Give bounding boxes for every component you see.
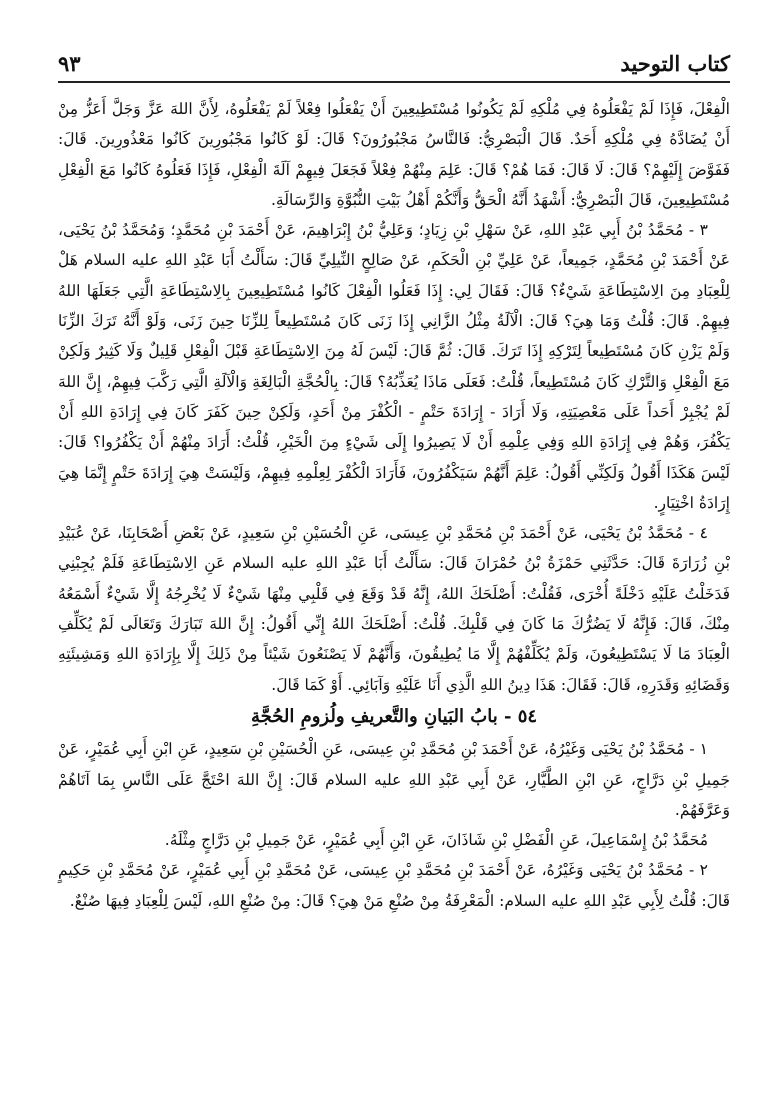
hadith-3: ٣ - مُحَمَّدُ بْنُ أَبِي عَبْدِ اللهِ، عَنْ سَهْلِ بْنِ زِيَادٍ؛ وَعَلِيُّ بْنُ إِبْرَاهِيمَ، عَنْ أَحْمَدَ بْنِ مُحَمَّدٍ؛ وَمُحَمَّدُ بْنُ يَحْيَى، عَنْ أَحْمَدَ بْنِ مُحَمَّدٍ، جَمِيعاً، عَنْ عَلِيِّ بْنِ الْحَكَمِ، عَنْ صَالِحٍ النِّيلِيِّ قَالَ: سَأَلْتُ أَبَا عَبْدِ اللهِ عليه السلام هَلْ لِلْعِبَادِ مِنَ الِاسْتِطَاعَةِ شَيْءٌ؟ قَالَ: فَقَالَ لِي: إِذَا فَعَلُوا الْفِعْلَ كَانُوا مُسْتَطِيعِينَ بِالِاسْتِطَاعَةِ الَّتِي جَعَلَهَا اللهُ فِيهِمْ. قَالَ: قُلْتُ وَمَا هِيَ؟ قَالَ: الْآلَةُ مِثْلُ الزَّانِي إِذَا زَنَى كَانَ مُسْتَطِيعاً لِلزِّنَا حِينَ زَنَى، وَلَوْ أَنَّهُ تَرَكَ الزِّنَا وَلَمْ يَزْنِ كَانَ مُسْتَطِيعاً لِتَرْكِهِ إِذَا تَرَكَ. قَالَ: ثُمَّ قَالَ: لَيْسَ لَهُ مِنَ الِاسْتِطَاعَةِ قَبْلَ الْفِعْلِ قَلِيلٌ وَلَا كَثِيرٌ وَلَكِنْ مَعَ الْفِعْلِ وَالتَّرْكِ كَانَ مُسْتَطِيعاً، قُلْتُ: فَعَلَى مَاذَا يُعَذِّبُهُ؟ قَالَ: بِالْحُجَّةِ الْبَالِغَةِ وَالْآلَةِ الَّتِي رَكَّبَ فِيهِمْ، إِنَّ اللهَ لَمْ يُجْبِرْ أَحَداً عَلَى مَعْصِيَتِهِ، وَلَا أَرَادَ - إِرَادَةَ حَتْمٍ - الْكُفْرَ مِنْ أَحَدٍ، وَلَكِنْ حِينَ كَفَرَ كَانَ فِي إِرَادَةِ اللهِ أَنْ يَكْفُرَ، وَهُمْ فِي إِرَادَةِ اللهِ وَفِي عِلْمِهِ أَنْ لَا يَصِيرُوا إِلَى شَيْءٍ مِنَ الْخَيْرِ، قُلْتُ: أَرَادَ مِنْهُمْ أَنْ يَكْفُرُوا؟ قَالَ: لَيْسَ هَكَذَا أَقُولُ وَلَكِنِّي أَقُولُ: عَلِمَ أَنَّهُمْ سَيَكْفُرُونَ، فَأَرَادَ الْكُفْرَ لِعِلْمِهِ فِيهِمْ، وَلَيْسَتْ هِيَ إِرَادَةَ حَتْمٍ إِنَّمَا هِيَ إِرَادَةُ اخْتِيَارٍ. <box>58 221 730 512</box>
paragraph-continuation: الْفِعْلَ، فَإِذَا لَمْ يَفْعَلُوهُ فِي مُلْكِهِ لَمْ يَكُونُوا مُسْتَطِيعِينَ أَنْ يَفْعَلُوا فِعْلاً لَمْ يَفْعَلُوهُ، لِأَنَّ اللهَ عَزَّ وَجَلَّ أَعَزُّ مِنْ أَنْ يُضَادَّهُ فِي مُلْكِهِ أَحَدٌ. قَالَ الْبَصْرِيُّ: فَالنَّاسُ مَجْبُورُونَ؟ قَالَ: لَوْ كَانُوا مَجْبُورِينَ كَانُوا مَعْذُورِينَ. قَالَ: فَفَوَّضَ إِلَيْهِمْ؟ قَالَ: لَا قَالَ: فَمَا هُمْ؟ قَالَ: عَلِمَ مِنْهُمْ فِعْلاً فَجَعَلَ فِيهِمْ آلَةَ الْفِعْلِ، فَإِذَا فَعَلُوهُ كَانُوا مَعَ الْفِعْلِ مُسْتَطِيعِينَ، قَالَ الْبَصْرِيُّ: أَشْهَدُ أَنَّهُ الْحَقُّ وَأَنَّكُمْ أَهْلُ بَيْتِ النُّبُوَّةِ وَالرِّسَالَةِ. <box>58 100 730 209</box>
hadith-1: ١ - مُحَمَّدُ بْنُ يَحْيَى وَغَيْرُهُ، عَنْ أَحْمَدَ بْنِ مُحَمَّدِ بْنِ عِيسَى، عَنِ الْحُسَيْنِ بْنِ سَعِيدٍ، عَنِ ابْنِ أَبِي عُمَيْرٍ، عَنْ جَمِيلِ بْنِ دَرَّاجٍ، عَنِ ابْنِ الطَّيَّارِ، عَنْ أَبِي عَبْدِ اللهِ عليه السلام قَالَ: إِنَّ اللهَ احْتَجَّ عَلَى النَّاسِ بِمَا آتَاهُمْ وَعَرَّفَهُمْ. <box>58 740 730 819</box>
page-number: ٩٣ <box>58 51 81 76</box>
page-header <box>58 36 730 76</box>
book-title: كتاب التوحيد <box>620 51 730 76</box>
hadith-4: ٤ - مُحَمَّدُ بْنُ يَحْيَى، عَنْ أَحْمَدَ بْنِ مُحَمَّدِ بْنِ عِيسَى، عَنِ الْحُسَيْنِ بْنِ سَعِيدٍ، عَنْ بَعْضِ أَصْحَابِنَا، عَنْ عُبَيْدِ بْنِ زُرَارَةَ قَالَ: حَدَّثَنِي حَمْزَةُ بْنُ حُمْرَانَ قَالَ: سَأَلْتُ أَبَا عَبْدِ اللهِ عليه السلام عَنِ الِاسْتِطَاعَةِ فَلَمْ يُجِبْنِي فَدَخَلْتُ عَلَيْهِ دَخْلَةً أُخْرَى، فَقُلْتُ: أَصْلَحَكَ اللهُ، إِنَّهُ قَدْ وَقَعَ فِي قَلْبِي مِنْهَا شَيْءٌ لَا يُخْرِجُهُ إِلَّا شَيْءٌ أَسْمَعُهُ مِنْكَ، قَالَ: فَإِنَّهُ لَا يَضُرُّكَ مَا كَانَ فِي قَلْبِكَ. قُلْتُ: أَصْلَحَكَ اللهُ إِنِّي أَقُولُ: إِنَّ اللهَ تَبَارَكَ وَتَعَالَى لَمْ يُكَلِّفِ الْعِبَادَ مَا لَا يَسْتَطِيعُونَ، وَلَمْ يُكَلِّفْهُمْ إِلَّا مَا يُطِيقُونَ، وَأَنَّهُمْ لَا يَصْنَعُونَ شَيْئاً مِنْ ذَلِكَ إِلَّا بِإِرَادَةِ اللهِ وَمَشِيئَتِهِ وَقَضَائِهِ وَقَدَرِهِ، قَالَ: فَقَالَ: هَذَا دِينُ اللهِ الَّذِي أَنَا عَلَيْهِ وَآبَائِي. أَوْ كَمَا قَالَ. <box>58 524 730 694</box>
page-body <box>58 94 730 916</box>
chapter-heading: ٥٤ - بابُ البَيانِ والتَّعريفِ ولُزومِ الحُجَّةِ <box>250 705 538 727</box>
hadith-1-chain: مُحَمَّدُ بْنُ إِسْمَاعِيلَ، عَنِ الْفَضْلِ بْنِ شَاذَانَ، عَنِ ابْنِ أَبِي عُمَيْرٍ، عَنْ جَمِيلِ بْنِ دَرَّاجٍ مِثْلَهُ. <box>164 831 708 850</box>
header-divider <box>58 81 730 83</box>
hadith-2: ٢ - مُحَمَّدُ بْنُ يَحْيَى وَغَيْرُهُ، عَنْ أَحْمَدَ بْنِ مُحَمَّدِ بْنِ عِيسَى، عَنْ مُحَمَّدِ بْنِ أَبِي عُمَيْرٍ، عَنْ مُحَمَّدِ بْنِ حَكِيمٍ قَالَ: قُلْتُ لِأَبِي عَبْدِ اللهِ عليه السلام: الْمَعْرِفَةُ مِنْ صُنْعِ مَنْ هِيَ؟ قَالَ: مِنْ صُنْعِ اللهِ، لَيْسَ لِلْعِبَادِ فِيهَا صُنْعٌ. <box>58 861 730 910</box>
